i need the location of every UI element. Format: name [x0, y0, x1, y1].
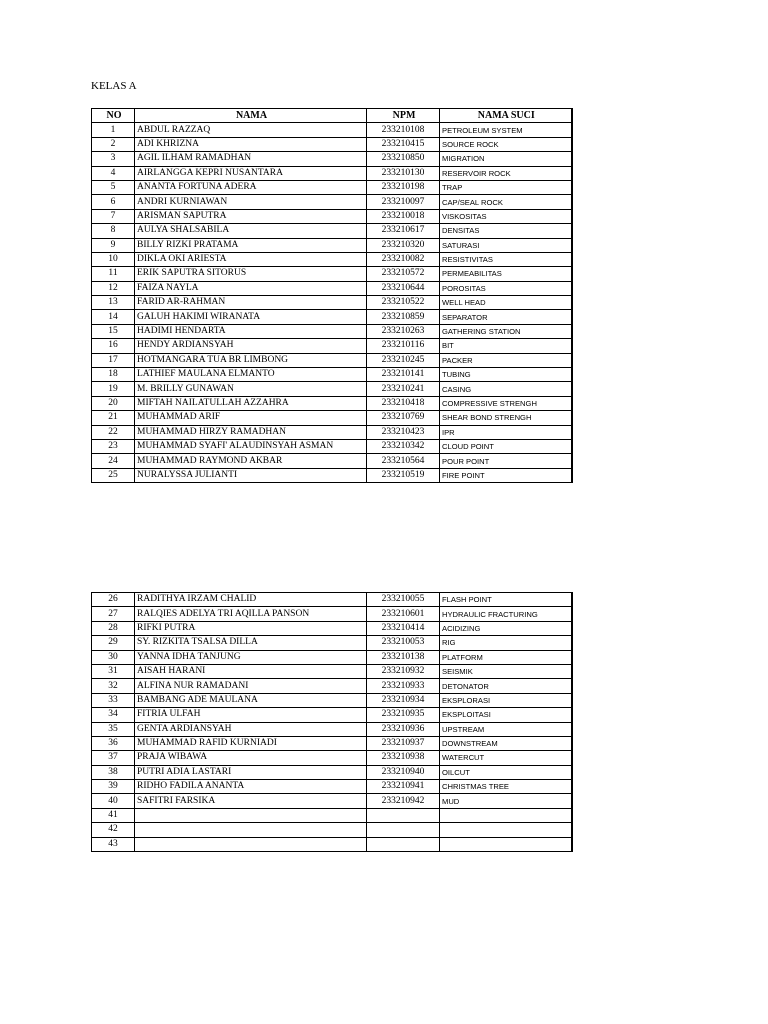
- table-row: [92, 296, 572, 310]
- cell-npm: 233210941: [367, 780, 440, 794]
- cell-nama-suci: CLOUD POINT: [440, 439, 572, 453]
- cell-nama-suci: MIGRATION: [440, 152, 572, 166]
- student-table-1: [91, 108, 573, 483]
- cell-nama-suci: OILCUT: [440, 765, 572, 779]
- cell-nama-suci: [440, 837, 572, 851]
- cell-no: 1: [92, 123, 135, 137]
- cell-npm: 233210241: [367, 382, 440, 396]
- cell-no: 27: [92, 607, 135, 621]
- cell-npm: 233210138: [367, 650, 440, 664]
- cell-nama: MUHAMMAD RAYMOND AKBAR: [135, 454, 367, 468]
- cell-npm: 233210415: [367, 137, 440, 151]
- table-row: [92, 238, 572, 252]
- cell-npm: 233210414: [367, 621, 440, 635]
- cell-nama-suci: UPSTREAM: [440, 722, 572, 736]
- cell-npm: 233210342: [367, 439, 440, 453]
- table-row: [92, 324, 572, 338]
- cell-npm: 233210082: [367, 252, 440, 266]
- table-row: [92, 310, 572, 324]
- cell-no: 17: [92, 353, 135, 367]
- cell-nama: RIFKI PUTRA: [135, 621, 367, 635]
- cell-nama-suci: CHRISTMAS TREE: [440, 780, 572, 794]
- cell-nama-suci: SOURCE ROCK: [440, 137, 572, 151]
- cell-npm: 233210018: [367, 209, 440, 223]
- cell-no: 3: [92, 152, 135, 166]
- cell-no: 39: [92, 780, 135, 794]
- cell-nama: RADITHYA IRZAM CHALID: [135, 593, 367, 607]
- cell-npm: 233210263: [367, 324, 440, 338]
- table-row: [92, 679, 572, 693]
- cell-no: 7: [92, 209, 135, 223]
- table-row: [92, 837, 572, 851]
- cell-nama-suci: PLATFORM: [440, 650, 572, 664]
- cell-nama: NURALYSSA JULIANTI: [135, 468, 367, 482]
- table-row: [92, 382, 572, 396]
- cell-no: 34: [92, 708, 135, 722]
- cell-npm: 233210116: [367, 339, 440, 353]
- cell-npm: 233210601: [367, 607, 440, 621]
- student-table-2: [91, 592, 573, 852]
- cell-nama-suci: WATERCUT: [440, 751, 572, 765]
- table-row: [92, 780, 572, 794]
- cell-nama-suci: SEPARATOR: [440, 310, 572, 324]
- cell-nama: MUHAMMAD SYAFI' ALAUDINSYAH ASMAN: [135, 439, 367, 453]
- table-row: [92, 339, 572, 353]
- table-row: [92, 708, 572, 722]
- cell-nama: ANANTA FORTUNA ADERA: [135, 180, 367, 194]
- cell-npm: 233210130: [367, 166, 440, 180]
- cell-no: 42: [92, 823, 135, 837]
- cell-nama-suci: SHEAR BOND STRENGH: [440, 411, 572, 425]
- cell-no: 28: [92, 621, 135, 635]
- cell-npm: 233210938: [367, 751, 440, 765]
- cell-no: 25: [92, 468, 135, 482]
- table-row: [92, 751, 572, 765]
- cell-no: 20: [92, 396, 135, 410]
- table-row: [92, 195, 572, 209]
- cell-npm: 233210108: [367, 123, 440, 137]
- cell-no: 43: [92, 837, 135, 851]
- table-row: [92, 180, 572, 194]
- header-nama: NAMA: [135, 109, 367, 123]
- cell-npm: 233210097: [367, 195, 440, 209]
- table-row: [92, 166, 572, 180]
- cell-nama: ANDRI KURNIAWAN: [135, 195, 367, 209]
- cell-no: 32: [92, 679, 135, 693]
- cell-nama-suci: HYDRAULIC FRACTURING: [440, 607, 572, 621]
- cell-no: 37: [92, 751, 135, 765]
- table-row: [92, 765, 572, 779]
- cell-npm: 233210141: [367, 368, 440, 382]
- cell-nama-suci: TRAP: [440, 180, 572, 194]
- cell-nama: MUHAMMAD ARIF: [135, 411, 367, 425]
- table-row: [92, 454, 572, 468]
- table-row: [92, 722, 572, 736]
- table-row: [92, 650, 572, 664]
- cell-nama: RALQIES ADELYA TRI AQILLA PANSON: [135, 607, 367, 621]
- cell-nama-suci: RIG: [440, 636, 572, 650]
- cell-nama: HENDY ARDIANSYAH: [135, 339, 367, 353]
- cell-no: 18: [92, 368, 135, 382]
- cell-npm: 233210936: [367, 722, 440, 736]
- cell-nama: M. BRILLY GUNAWAN: [135, 382, 367, 396]
- cell-no: 35: [92, 722, 135, 736]
- cell-nama-suci: WELL HEAD: [440, 296, 572, 310]
- table-row: [92, 267, 572, 281]
- cell-nama-suci: POUR POINT: [440, 454, 572, 468]
- cell-no: 24: [92, 454, 135, 468]
- cell-npm: 233210859: [367, 310, 440, 324]
- cell-npm: 233210850: [367, 152, 440, 166]
- cell-nama: MUHAMMAD HIRZY RAMADHAN: [135, 425, 367, 439]
- header-npm: NPM: [367, 109, 440, 123]
- cell-nama: RIDHO FADILA ANANTA: [135, 780, 367, 794]
- table-header-row: [92, 109, 572, 123]
- cell-nama: ERIK SAPUTRA SITORUS: [135, 267, 367, 281]
- cell-nama: ABDUL RAZZAQ: [135, 123, 367, 137]
- cell-npm: 233210572: [367, 267, 440, 281]
- cell-npm: 233210053: [367, 636, 440, 650]
- table-row: [92, 439, 572, 453]
- cell-npm: 233210617: [367, 224, 440, 238]
- cell-nama-suci: DETONATOR: [440, 679, 572, 693]
- cell-npm: 233210940: [367, 765, 440, 779]
- cell-nama: [135, 808, 367, 822]
- table-row: [92, 736, 572, 750]
- cell-nama-suci: RESERVOIR ROCK: [440, 166, 572, 180]
- cell-nama: MUHAMMAD RAFID KURNIADI: [135, 736, 367, 750]
- cell-nama-suci: EKSPLOITASI: [440, 708, 572, 722]
- cell-nama-suci: POROSITAS: [440, 281, 572, 295]
- cell-nama-suci: SATURASI: [440, 238, 572, 252]
- cell-nama-suci: DOWNSTREAM: [440, 736, 572, 750]
- cell-no: 2: [92, 137, 135, 151]
- cell-nama: HOTMANGARA TUA BR LIMBONG: [135, 353, 367, 367]
- cell-nama: DIKLA OKI ARIESTA: [135, 252, 367, 266]
- cell-nama: AGIL ILHAM RAMADHAN: [135, 152, 367, 166]
- cell-npm: 233210644: [367, 281, 440, 295]
- cell-nama: ADI KHRIZNA: [135, 137, 367, 151]
- cell-nama: [135, 823, 367, 837]
- cell-npm: 233210932: [367, 664, 440, 678]
- cell-nama: FITRIA ULFAH: [135, 708, 367, 722]
- cell-npm: [367, 808, 440, 822]
- table-row: [92, 209, 572, 223]
- cell-npm: 233210423: [367, 425, 440, 439]
- cell-no: 30: [92, 650, 135, 664]
- cell-nama-suci: VISKOSITAS: [440, 209, 572, 223]
- cell-nama-suci: SEISMIK: [440, 664, 572, 678]
- cell-no: 8: [92, 224, 135, 238]
- cell-npm: 233210564: [367, 454, 440, 468]
- table-row: [92, 252, 572, 266]
- cell-nama: AULYA SHALSABILA: [135, 224, 367, 238]
- cell-no: 10: [92, 252, 135, 266]
- cell-no: 16: [92, 339, 135, 353]
- cell-nama: BAMBANG ADE MAULANA: [135, 693, 367, 707]
- cell-nama-suci: PETROLEUM SYSTEM: [440, 123, 572, 137]
- cell-npm: 233210198: [367, 180, 440, 194]
- table-row: [92, 808, 572, 822]
- cell-nama-suci: PACKER: [440, 353, 572, 367]
- cell-nama: YANNA IDHA TANJUNG: [135, 650, 367, 664]
- table-row: [92, 794, 572, 808]
- header-nama-suci: NAMA SUCI: [440, 109, 572, 123]
- table-row: [92, 152, 572, 166]
- cell-npm: 233210935: [367, 708, 440, 722]
- cell-nama: HADIMI HENDARTA: [135, 324, 367, 338]
- cell-nama: AISAH HARANI: [135, 664, 367, 678]
- cell-npm: 233210418: [367, 396, 440, 410]
- cell-nama-suci: MUD: [440, 794, 572, 808]
- cell-npm: [367, 837, 440, 851]
- cell-no: 41: [92, 808, 135, 822]
- cell-no: 33: [92, 693, 135, 707]
- cell-nama: SY. RIZKITA TSALSA DILLA: [135, 636, 367, 650]
- cell-npm: 233210934: [367, 693, 440, 707]
- cell-nama-suci: PERMEABILITAS: [440, 267, 572, 281]
- cell-npm: 233210522: [367, 296, 440, 310]
- cell-nama: PRAJA WIBAWA: [135, 751, 367, 765]
- class-title: KELAS A: [91, 80, 137, 92]
- cell-nama: ARISMAN SAPUTRA: [135, 209, 367, 223]
- cell-nama-suci: [440, 823, 572, 837]
- cell-nama: BILLY RIZKI PRATAMA: [135, 238, 367, 252]
- cell-nama: ALFINA NUR RAMADANI: [135, 679, 367, 693]
- cell-no: 40: [92, 794, 135, 808]
- cell-npm: [367, 823, 440, 837]
- table-row: [92, 281, 572, 295]
- table-row: [92, 425, 572, 439]
- cell-no: 15: [92, 324, 135, 338]
- cell-no: 4: [92, 166, 135, 180]
- cell-npm: 233210519: [367, 468, 440, 482]
- cell-nama-suci: BIT: [440, 339, 572, 353]
- cell-npm: 233210055: [367, 593, 440, 607]
- cell-nama-suci: [440, 808, 572, 822]
- table-row: [92, 123, 572, 137]
- cell-no: 38: [92, 765, 135, 779]
- cell-nama-suci: CASING: [440, 382, 572, 396]
- table-row: [92, 621, 572, 635]
- table-row: [92, 607, 572, 621]
- cell-no: 36: [92, 736, 135, 750]
- header-no: NO: [92, 109, 135, 123]
- table-row: [92, 396, 572, 410]
- cell-no: 22: [92, 425, 135, 439]
- cell-nama-suci: RESISTIVITAS: [440, 252, 572, 266]
- cell-no: 11: [92, 267, 135, 281]
- cell-nama-suci: CAP/SEAL ROCK: [440, 195, 572, 209]
- cell-no: 26: [92, 593, 135, 607]
- table-row: [92, 224, 572, 238]
- cell-no: 13: [92, 296, 135, 310]
- table-row: [92, 823, 572, 837]
- cell-nama-suci: ACIDIZING: [440, 621, 572, 635]
- cell-nama: GALUH HAKIMI WIRANATA: [135, 310, 367, 324]
- cell-no: 5: [92, 180, 135, 194]
- cell-nama: FARID AR-RAHMAN: [135, 296, 367, 310]
- cell-no: 31: [92, 664, 135, 678]
- table-row: [92, 593, 572, 607]
- cell-nama-suci: IPR: [440, 425, 572, 439]
- cell-npm: 233210769: [367, 411, 440, 425]
- table-row: [92, 468, 572, 482]
- cell-nama-suci: FLASH POINT: [440, 593, 572, 607]
- cell-npm: 233210942: [367, 794, 440, 808]
- cell-nama-suci: COMPRESSIVE STRENGH: [440, 396, 572, 410]
- cell-no: 21: [92, 411, 135, 425]
- cell-no: 14: [92, 310, 135, 324]
- table-row: [92, 353, 572, 367]
- table-row: [92, 693, 572, 707]
- cell-nama-suci: FIRE POINT: [440, 468, 572, 482]
- cell-nama: AIRLANGGA KEPRI NUSANTARA: [135, 166, 367, 180]
- cell-no: 19: [92, 382, 135, 396]
- table-row: [92, 411, 572, 425]
- cell-no: 29: [92, 636, 135, 650]
- cell-no: 12: [92, 281, 135, 295]
- cell-npm: 233210320: [367, 238, 440, 252]
- table-row: [92, 137, 572, 151]
- cell-nama: LATHIEF MAULANA ELMANTO: [135, 368, 367, 382]
- cell-nama: MIFTAH NAILATULLAH AZZAHRA: [135, 396, 367, 410]
- cell-nama-suci: DENSITAS: [440, 224, 572, 238]
- table-row: [92, 368, 572, 382]
- cell-npm: 233210933: [367, 679, 440, 693]
- cell-npm: 233210937: [367, 736, 440, 750]
- cell-nama: GENTA ARDIANSYAH: [135, 722, 367, 736]
- cell-nama-suci: GATHERING STATION: [440, 324, 572, 338]
- cell-no: 23: [92, 439, 135, 453]
- table-row: [92, 664, 572, 678]
- cell-nama: FAIZA NAYLA: [135, 281, 367, 295]
- cell-nama-suci: TUBING: [440, 368, 572, 382]
- table-row: [92, 636, 572, 650]
- cell-nama: SAFITRI FARSIKA: [135, 794, 367, 808]
- cell-nama: PUTRI ADIA LASTARI: [135, 765, 367, 779]
- cell-no: 9: [92, 238, 135, 252]
- cell-npm: 233210245: [367, 353, 440, 367]
- cell-nama-suci: EKSPLORASI: [440, 693, 572, 707]
- cell-no: 6: [92, 195, 135, 209]
- cell-nama: [135, 837, 367, 851]
